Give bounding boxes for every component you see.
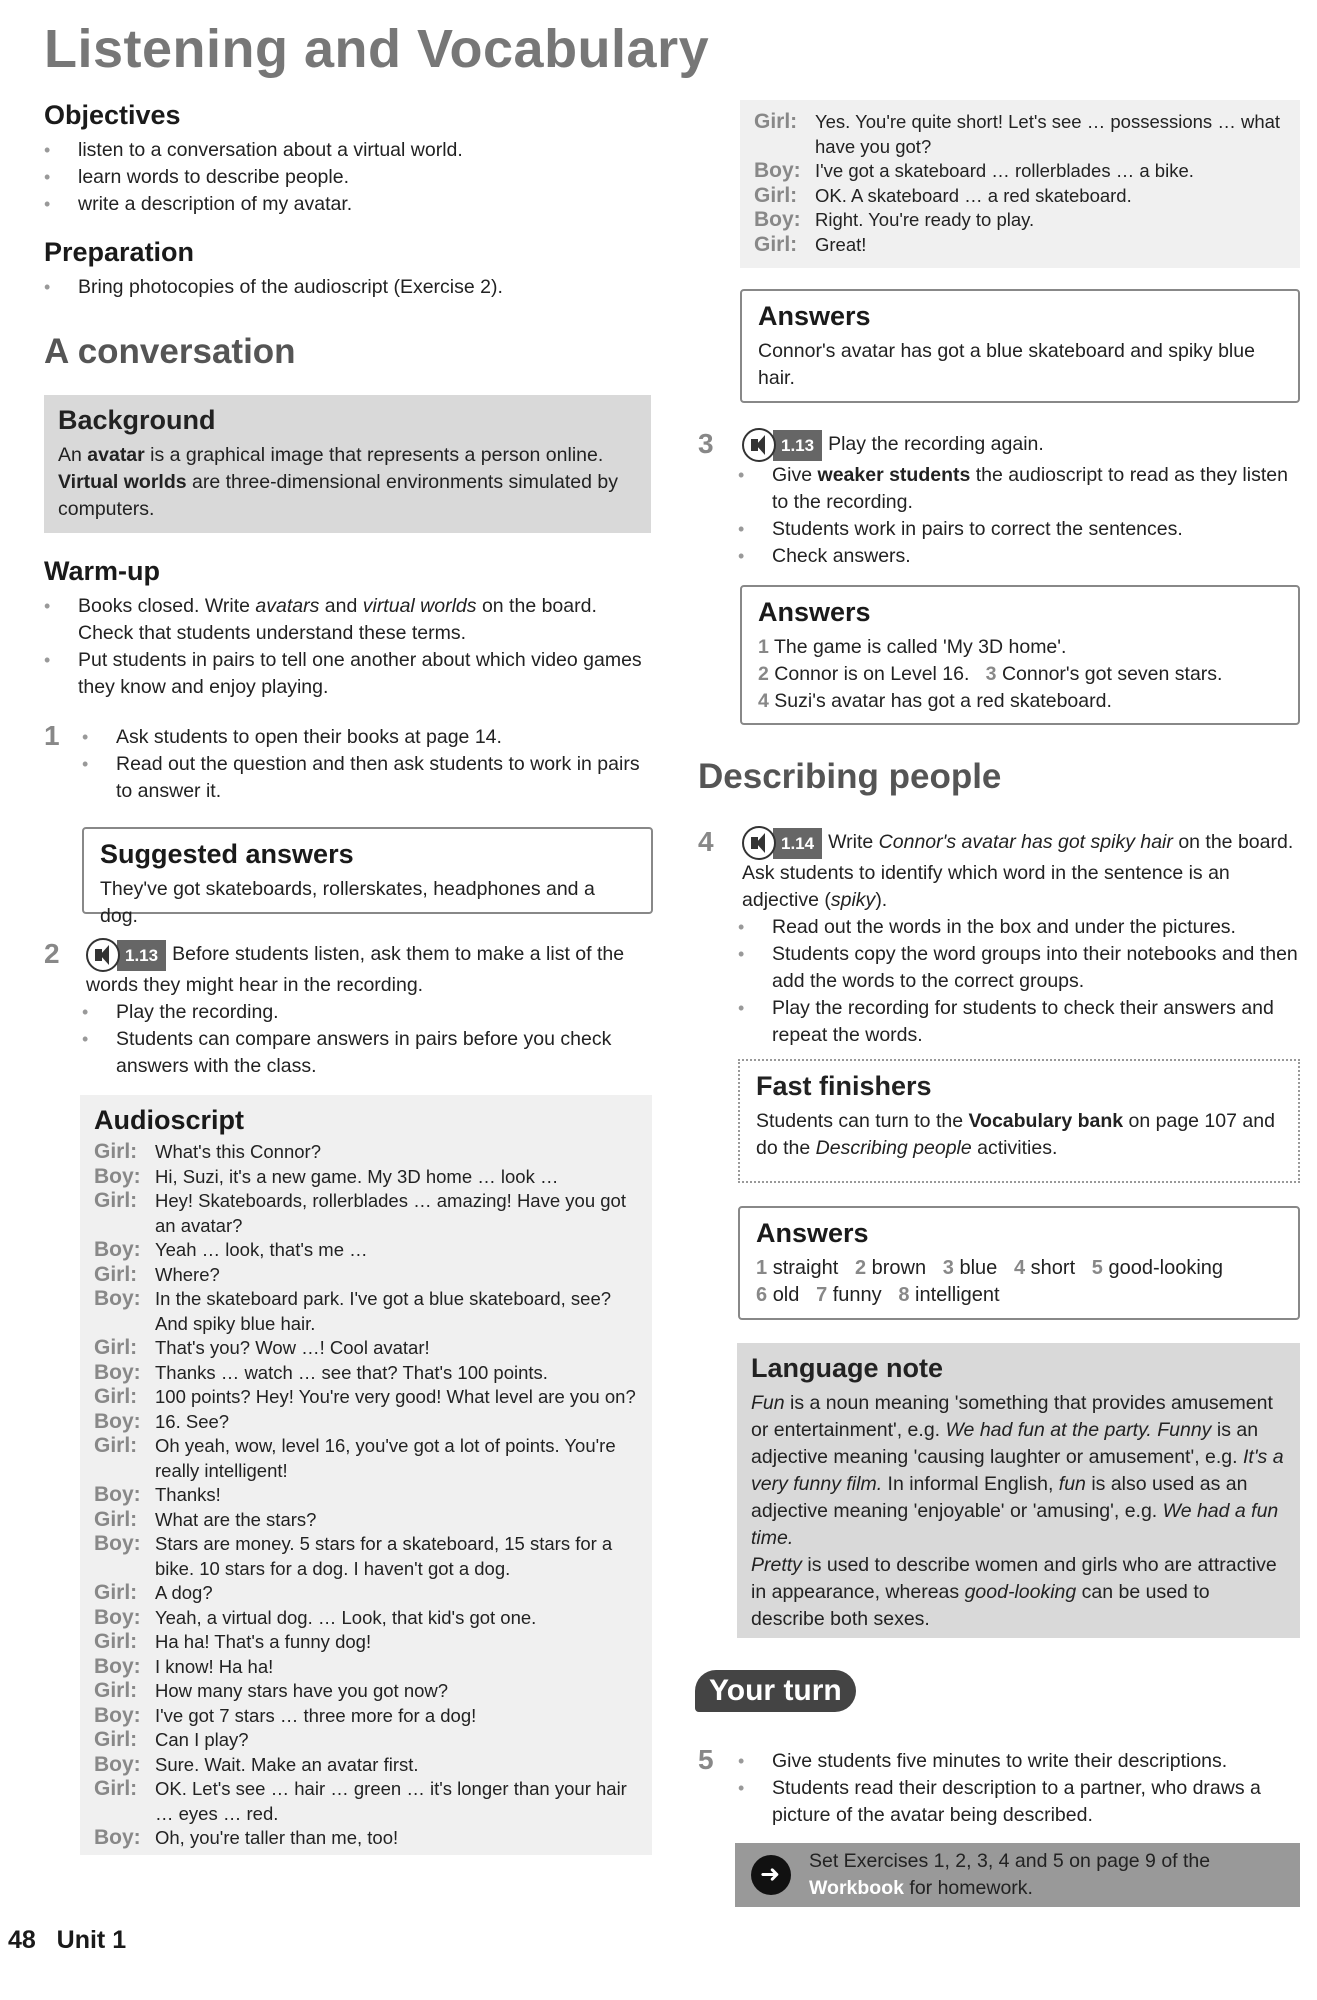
exercise-number: 5 <box>698 1744 714 1775</box>
speaker-text: Yeah, a virtual dog. … Look, that kid's got one. <box>155 1606 537 1628</box>
answer-word: funny <box>832 1284 882 1306</box>
answer-item: Connor is on Level 16. <box>774 663 970 685</box>
speaker-text: Yeah … look, that's me … <box>155 1239 368 1260</box>
language-note-box <box>737 1343 1300 1638</box>
script-line <box>94 1826 638 1851</box>
speaker-label: Girl: <box>94 1581 138 1604</box>
script-line <box>94 1728 638 1753</box>
exercise-number: 3 <box>698 428 714 459</box>
speaker-label: Boy: <box>94 1483 141 1506</box>
script-line <box>94 1606 638 1631</box>
exercise-item: • Give weaker students the audioscript to read as they listen to the recording. <box>738 462 1300 516</box>
preparation-heading: Preparation <box>44 237 195 267</box>
speaker-text: Great! <box>815 233 867 255</box>
background-term: avatar <box>87 444 145 466</box>
exercise-item: • Students copy the word groups into their notebooks and then add the words to the correct groups. <box>738 941 1300 995</box>
exercise-item: • Ask students to open their books at page 14. <box>82 724 652 751</box>
speaker-label: Girl: <box>94 1507 138 1531</box>
speaker-text: Thanks! <box>155 1484 221 1505</box>
answer-item: Suzi's avatar has got a red skateboard. <box>774 690 1112 712</box>
speaker-label: Boy: <box>94 1532 141 1555</box>
exercise-item: • Students can compare answers in pairs before you check answers with the class. <box>82 1026 652 1080</box>
objectives-heading: Objectives <box>44 100 181 130</box>
objective-item: • write a description of my avatar. <box>44 191 654 218</box>
answer-item: The game is called 'My 3D home'. <box>773 636 1067 658</box>
answers-heading: Answers <box>758 597 871 627</box>
exercise-item: • Read out the question and then ask students to work in pairs to answer it. <box>82 751 652 805</box>
exercise-3 <box>695 428 1300 570</box>
exercise-item: • Students read their description to a partner, who draws a picture of the avatar being described. <box>738 1775 1300 1829</box>
speaker-text: 16. See? <box>155 1410 230 1432</box>
background-text: is a graphical image that represents a person online. <box>150 444 604 466</box>
speaker-label: Boy: <box>94 1287 141 1310</box>
script-line <box>94 1336 638 1361</box>
script-line <box>754 208 1286 233</box>
script-line <box>94 1385 638 1410</box>
audioscript-heading: Audioscript <box>94 1105 245 1135</box>
script-line <box>94 1777 638 1826</box>
speaker-label: Girl: <box>94 1630 138 1653</box>
page-title: Listening and Vocabulary <box>44 19 710 79</box>
answers-heading: Answers <box>758 301 871 331</box>
speaker-text: How many stars have you got now? <box>155 1680 449 1701</box>
answer-word: good-looking <box>1108 1257 1224 1279</box>
speaker-label: Girl: <box>94 1385 138 1408</box>
speaker-label: Boy: <box>754 159 801 182</box>
answers-box-1 <box>740 289 1300 403</box>
exercise-number: 1 <box>44 720 60 751</box>
audioscript-lines <box>94 1140 638 1851</box>
unit-label: Unit 1 <box>56 1926 127 1954</box>
script-line <box>94 1165 638 1190</box>
your-turn-badge: Your turn <box>695 1670 856 1712</box>
script-line <box>94 1753 638 1778</box>
speaker-label: Girl: <box>94 1728 138 1751</box>
answer-word: straight <box>772 1257 839 1279</box>
exercise-item: • Read out the words in the box and under the pictures. <box>738 914 1300 941</box>
speaker-text: 100 points? Hey! You're very good! What level are you on? <box>155 1386 636 1407</box>
speaker-label: Girl: <box>94 1189 138 1212</box>
audioscript-lines <box>754 110 1286 257</box>
exercise-item: • Play the recording. <box>82 999 652 1026</box>
speaker-text: Sure. Wait. Make an avatar first. <box>155 1753 419 1775</box>
speaker-text: I've got a skateboard … rollerblades … a bike. <box>815 160 1194 181</box>
suggested-answers-heading: Suggested answers <box>100 839 354 869</box>
section-heading-conversation: A conversation <box>44 332 296 371</box>
fast-finishers-heading: Fast finishers <box>756 1071 932 1101</box>
answer-word: intelligent <box>915 1284 1000 1306</box>
speaker-text: Thanks … watch … see that? That's 100 points. <box>155 1361 548 1383</box>
exercise-1 <box>44 720 654 805</box>
speaker-label: Girl: <box>754 183 798 207</box>
speaker-text: That's you? Wow …! Cool avatar! <box>155 1337 430 1358</box>
script-line <box>94 1287 638 1336</box>
suggested-answers-box <box>82 827 653 927</box>
speaker-label: Girl: <box>94 1140 138 1163</box>
exercise-intro: Play the recording again. <box>828 433 1044 456</box>
answers-text: Connor's avatar has got a blue skateboard and spiky blue hair. <box>758 340 1255 389</box>
speaker-label: Boy: <box>94 1238 141 1261</box>
speaker-text: Oh, you're taller than me, too! <box>155 1827 399 1848</box>
answer-number: 7 <box>816 1284 828 1306</box>
answer-number: 4 <box>1013 1257 1026 1279</box>
speaker-label: Boy: <box>94 1409 141 1433</box>
answers-box-2: Answers 1 The game is called 'My 3D home'. 2 Connor is on Level 16. 3 Connor's got seven stars. 4 Suzi's avatar has got a red skateboard. <box>740 585 1300 725</box>
exercise-number: 4 <box>698 826 714 857</box>
speaker-label: Boy: <box>754 208 801 231</box>
speaker-label: Girl: <box>94 1262 138 1286</box>
audioscript-box <box>80 1095 652 1855</box>
speaker-label: Girl: <box>754 232 798 256</box>
warmup-heading: Warm-up <box>44 556 160 586</box>
background-text: An <box>58 444 82 466</box>
speaker-icon <box>742 826 776 860</box>
speaker-label: Girl: <box>94 1679 138 1702</box>
answer-number: 8 <box>898 1284 910 1306</box>
speaker-label: Girl: <box>754 110 798 133</box>
speaker-text: Hey! Skateboards, rollerblades … amazing! Have you got an avatar? <box>155 1190 626 1236</box>
script-line <box>754 184 1286 209</box>
speaker-text: Oh yeah, wow, level 16, you've got a lot of points. You're really intelligent! <box>155 1435 616 1481</box>
script-line <box>94 1410 638 1435</box>
background-term: Virtual worlds <box>58 471 187 493</box>
script-line <box>754 110 1286 159</box>
objectives-section <box>44 100 654 218</box>
exercise-5 <box>695 1744 1300 1829</box>
script-line <box>754 233 1286 258</box>
speaker-icon <box>742 428 776 462</box>
answer-word: brown <box>871 1257 927 1279</box>
script-line <box>94 1238 638 1263</box>
script-line <box>94 1263 638 1288</box>
answer-word: blue <box>959 1257 998 1279</box>
speaker-text: What are the stars? <box>155 1508 317 1530</box>
exercise-4: 4 1.14 Write Connor's avatar has got spiky hair on the board. Ask students to identify which word in the sentence is an adjective (spiky). • Read out the words in the box and under the pictures. • Students copy the word groups into their notebooks and then add the words to the correct groups. • Play the recording for students to check their answers and repeat the words. <box>695 826 1300 1049</box>
background-box <box>44 395 651 533</box>
section-heading-describing: Describing people <box>698 757 1002 796</box>
audioscript-continued <box>740 100 1300 268</box>
script-line <box>94 1434 638 1483</box>
answer-word: short <box>1030 1257 1076 1279</box>
script-line <box>94 1655 638 1680</box>
speaker-text: Yes. You're quite short! Let's see … possessions … what have you got? <box>815 111 1281 157</box>
answers-list <box>756 1255 1282 1309</box>
speaker-text: In the skateboard park. I've got a blue skateboard, see? And spiky blue hair. <box>155 1288 612 1334</box>
script-line <box>94 1361 638 1386</box>
script-line <box>94 1189 638 1238</box>
arrow-right-icon <box>751 1855 791 1895</box>
exercise-2 <box>44 938 654 1080</box>
speaker-label: Boy: <box>94 1654 141 1678</box>
answer-word: old <box>772 1284 800 1306</box>
suggested-answers-text: They've got skateboards, rollerskates, headphones and a dog. <box>100 878 595 927</box>
page-number: 48 <box>8 1926 36 1954</box>
speaker-label: Boy: <box>94 1605 141 1629</box>
answer-number: 2 <box>854 1257 867 1279</box>
speaker-text: Ha ha! That's a funny dog! <box>155 1631 372 1652</box>
exercise-item: • Students work in pairs to correct the sentences. <box>738 516 1300 543</box>
objective-item: • learn words to describe people. <box>44 164 654 191</box>
exercise-intro: Before students listen, ask them to make a list of the words they might hear in the recording. <box>86 943 625 996</box>
speaker-label: Girl: <box>94 1777 138 1800</box>
fast-finishers-box: Fast finishers Students can turn to the Vocabulary bank on page 107 and do the Describing people activities. <box>738 1059 1300 1183</box>
preparation-item: • Bring photocopies of the audioscript (Exercise 2). <box>44 274 654 301</box>
speaker-text: Right. You're ready to play. <box>815 209 1035 230</box>
script-line <box>94 1581 638 1606</box>
script-line <box>754 159 1286 184</box>
speaker-icon <box>86 938 120 972</box>
speaker-text: What's this Connor? <box>155 1141 321 1162</box>
exercise-item: • Play the recording for students to check their answers and repeat the words. <box>738 995 1300 1049</box>
background-heading: Background <box>58 405 216 435</box>
answer-number: 6 <box>756 1284 768 1306</box>
speaker-text: A dog? <box>155 1582 213 1603</box>
page-footer <box>8 1926 126 1955</box>
speaker-label: Boy: <box>94 1752 141 1776</box>
language-note-text: Fun is a noun meaning 'something that provides amusement or entertainment', e.g. We had fun at the party. Funny is an adjective meaning 'causing laughter or amusement', e.g. It's a very funny film. In informal English, fun is also used as an adjective meaning 'enjoyable' or 'amusing', e.g. We had a fun time. Pretty is used to describe women and girls who are attractive in appearance, whereas good-looking can be used to describe both sexes. <box>751 1392 1284 1630</box>
exercise-item: • Give students five minutes to write their descriptions. <box>738 1748 1300 1775</box>
speaker-text: Stars are money. 5 stars for a skateboard, 15 stars for a bike. 10 stars for a dog. I haven't got a dog. <box>155 1533 613 1579</box>
answer-item: Connor's got seven stars. <box>1001 663 1223 685</box>
script-line <box>94 1508 638 1533</box>
speaker-text: I've got 7 stars … three more for a dog! <box>155 1704 477 1726</box>
answers-box-3 <box>738 1206 1300 1320</box>
speaker-label: Boy: <box>94 1826 141 1849</box>
warmup-item: • Put students in pairs to tell one another about which video games they know and enjoy playing. <box>44 647 654 701</box>
script-line <box>94 1630 638 1655</box>
audio-track-badge[interactable]: 1.13 <box>742 428 822 462</box>
answer-number: 5 <box>1091 1257 1103 1279</box>
objective-item: • listen to a conversation about a virtual world. <box>44 137 654 164</box>
preparation-section <box>44 237 654 301</box>
background-text: are three-dimensional environments simulated by computers. <box>58 471 618 520</box>
exercise-number: 2 <box>44 938 60 969</box>
script-line <box>94 1679 638 1704</box>
speaker-label: Boy: <box>94 1703 141 1727</box>
audio-track-badge[interactable]: 1.14 <box>742 826 822 860</box>
speaker-label: Girl: <box>94 1336 138 1359</box>
answer-number: 1 <box>756 1257 768 1279</box>
warmup-section <box>44 556 654 701</box>
script-line <box>94 1483 638 1508</box>
exercise-item: • Check answers. <box>738 543 1300 570</box>
speaker-label: Girl: <box>94 1434 138 1457</box>
script-line <box>94 1532 638 1581</box>
speaker-label: Boy: <box>94 1360 141 1384</box>
speaker-text: Hi, Suzi, it's a new game. My 3D home … look … <box>155 1165 559 1187</box>
audio-track-badge[interactable]: 1.13 <box>86 938 166 972</box>
warmup-item: • Books closed. Write avatars and virtual worlds on the board. Check that students understand these terms. <box>44 593 654 647</box>
speaker-text: OK. Let's see … hair … green … it's longer than your hair … eyes … red. <box>155 1778 627 1824</box>
answer-number: 3 <box>942 1257 954 1279</box>
answers-heading: Answers <box>756 1218 869 1248</box>
speaker-label: Boy: <box>94 1164 141 1188</box>
script-line <box>94 1140 638 1165</box>
speaker-text: I know! Ha ha! <box>155 1655 274 1677</box>
speaker-text: Where? <box>155 1263 220 1285</box>
speaker-text: Can I play? <box>155 1729 249 1750</box>
workbook-banner: ➜ Set Exercises 1, 2, 3, 4 and 5 on page 9 of the Workbook for homework. <box>735 1843 1300 1907</box>
script-line <box>94 1704 638 1729</box>
speaker-text: OK. A skateboard … a red skateboard. <box>815 184 1132 206</box>
language-note-heading: Language note <box>751 1353 944 1383</box>
